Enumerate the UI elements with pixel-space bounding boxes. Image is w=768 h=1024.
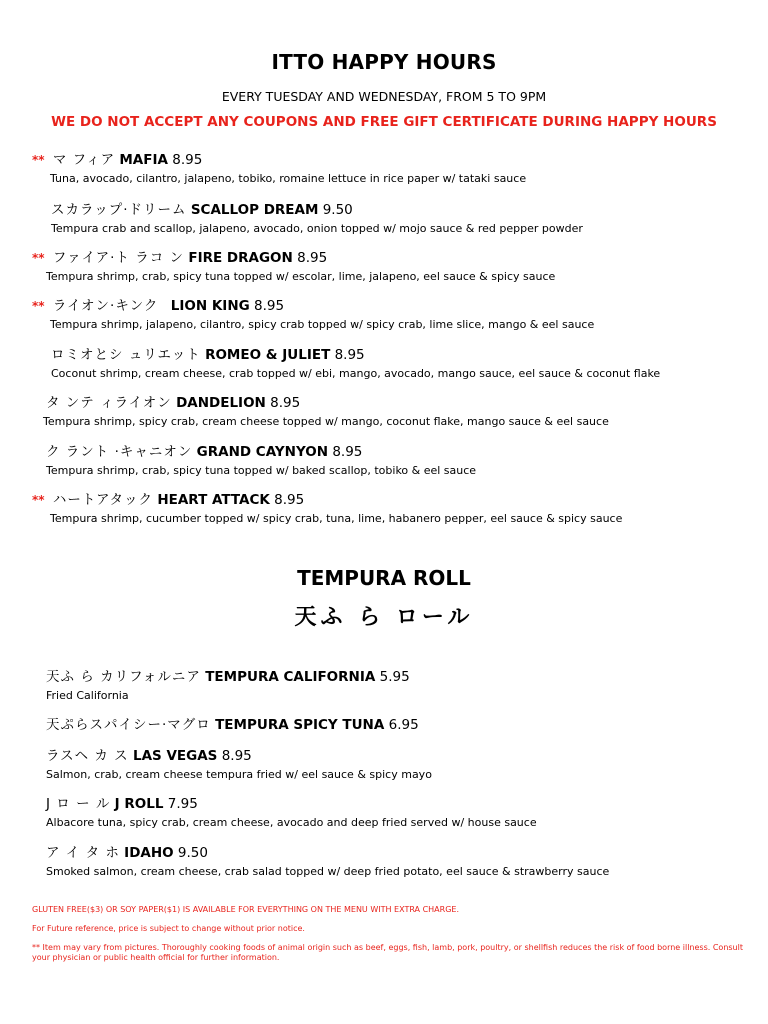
item-name-jp: ラスヘ カ ス	[46, 748, 129, 764]
gluten-free-note: GLUTEN FREE($3) OR SOY PAPER($1) IS AVAILABLE FOR EVERYTHING ON THE MENU WITH EXTRA CHARGE.	[32, 905, 460, 914]
item-price: 8.95	[334, 347, 365, 363]
item-name-jp: ライオン·キンク	[52, 298, 159, 314]
schedule-subtitle: EVERY TUESDAY AND WEDNESDAY, FROM 5 TO 9PM	[221, 89, 547, 104]
item-price: 8.95	[274, 492, 305, 508]
item-name-jp: J ロ ー ル	[46, 796, 111, 812]
menu-item-las-vegas	[46, 747, 432, 782]
item-description: Coconut shrimp, cream cheese, crab topped w/ ebi, mango, avocado, mango sauce, eel sauce & coconut flake	[51, 367, 661, 380]
page-title: ITTO HAPPY HOURS	[271, 50, 497, 74]
item-name-jp: 天ぷらスパイシー·マグロ	[46, 717, 211, 733]
menu-item-fire-dragon	[32, 249, 555, 284]
item-name-en: MAFIA	[119, 152, 168, 168]
item-price: 8.95	[332, 444, 363, 460]
item-description: Tuna, avocado, cilantro, jalapeno, tobiko, romaine lettuce in rice paper w/ tataki sauce	[50, 172, 527, 185]
item-description: Fried California	[46, 689, 129, 702]
item-price: 8.95	[254, 298, 285, 314]
item-price: 5.95	[379, 669, 410, 685]
price-change-note: For Future reference, price is subject to change without prior notice.	[32, 924, 305, 933]
item-name-en: SCALLOP DREAM	[190, 202, 319, 218]
item-description: Tempura shrimp, spicy crab, cream cheese topped w/ mango, coconut flake, mango sauce & eel sauce	[43, 415, 609, 428]
menu-item-grand-canyon	[46, 443, 476, 478]
popular-marker: **	[32, 299, 45, 313]
menu-item-heart-attack	[32, 491, 622, 526]
item-price: 9.50	[177, 845, 208, 861]
item-name-en: ROMEO & JULIET	[205, 347, 331, 363]
item-price: 9.50	[322, 202, 353, 218]
item-description: Tempura shrimp, cucumber topped w/ spicy crab, tuna, lime, habanero pepper, eel sauce & spicy sauce	[50, 512, 623, 525]
popular-marker: **	[32, 153, 45, 167]
item-price: 8.95	[221, 748, 252, 764]
food-safety-disclaimer: ** Item may vary from pictures. Thoroughly cooking foods of animal origin such as beef, eggs, fish, lamb, pork, poultry, or shellfish reduces the risk of food borne illness. Consult your physician or public health official for further information.	[32, 943, 743, 962]
item-name-en: LION KING	[170, 298, 250, 314]
menu-item-lion-king	[32, 297, 594, 332]
item-name-jp: ク ラント ·キャニオン	[46, 444, 193, 460]
menu-item-mafia	[32, 151, 526, 186]
section-title-tempura-jp: 天ふ ら ロール	[294, 605, 474, 630]
item-name-jp: ファイア·ト ラコ ン	[52, 250, 185, 266]
item-name-jp: 天ふ ら カリフォルニア	[46, 669, 201, 685]
item-name-en: GRAND CAYNYON	[196, 444, 329, 460]
item-name-jp: ロミオとシ ュリエット	[51, 347, 201, 363]
item-description: Tempura shrimp, crab, spicy tuna topped w/ baked scallop, tobiko & eel sauce	[46, 464, 477, 477]
item-price: 7.95	[167, 796, 198, 812]
item-description: Salmon, crab, cream cheese tempura fried w/ eel sauce & spicy mayo	[46, 768, 432, 781]
item-name-en: LAS VEGAS	[132, 748, 218, 764]
menu-item-j-roll	[46, 795, 537, 830]
section-title-tempura: TEMPURA ROLL	[297, 566, 471, 590]
item-price: 8.95	[297, 250, 328, 266]
menu-item-tempura-spicy-tuna	[46, 716, 419, 734]
popular-marker: **	[32, 493, 45, 507]
item-description: Tempura crab and scallop, jalapeno, avocado, onion topped w/ mojo sauce & red pepper powder	[51, 222, 583, 235]
item-description: Smoked salmon, cream cheese, crab salad topped w/ deep fried potato, eel sauce & strawberry sauce	[46, 865, 610, 878]
coupon-warning: WE DO NOT ACCEPT ANY COUPONS AND FREE GIFT CERTIFICATE DURING HAPPY HOURS	[51, 114, 717, 130]
item-name-en: TEMPURA SPICY TUNA	[215, 717, 385, 733]
item-name-en: HEART ATTACK	[157, 492, 270, 508]
menu-item-idaho	[46, 844, 609, 879]
item-name-jp: ア イ タ ホ	[46, 845, 120, 861]
item-name-jp: タ ンテ ィライオン	[46, 395, 172, 411]
menu-item-tempura-california	[46, 668, 410, 703]
menu-item-scallop-dream	[51, 201, 583, 236]
item-name-en: FIRE DRAGON	[188, 250, 293, 266]
item-description: Tempura shrimp, crab, spicy tuna topped w/ escolar, lime, jalapeno, eel sauce & spicy sauce	[46, 270, 556, 283]
menu-item-dandelion	[43, 394, 609, 429]
item-name-jp: ハートアタック	[52, 492, 154, 508]
item-price: 6.95	[388, 717, 419, 733]
item-name-en: TEMPURA CALIFORNIA	[205, 669, 376, 685]
item-description: Albacore tuna, spicy crab, cream cheese, avocado and deep fried served w/ house sauce	[46, 816, 537, 829]
menu-item-romeo-juliet	[51, 346, 660, 381]
popular-marker: **	[32, 251, 45, 265]
item-name-en: DANDELION	[176, 395, 266, 411]
item-price: 8.95	[172, 152, 203, 168]
item-name-en: IDAHO	[124, 845, 174, 861]
item-name-jp: マ フィア	[52, 152, 116, 168]
item-name-en: J ROLL	[114, 796, 164, 812]
item-description: Tempura shrimp, jalapeno, cilantro, spicy crab topped w/ spicy crab, lime slice, mango & eel sauce	[50, 318, 595, 331]
item-price: 8.95	[270, 395, 301, 411]
item-name-jp: スカラップ·ドリーム	[51, 202, 187, 218]
